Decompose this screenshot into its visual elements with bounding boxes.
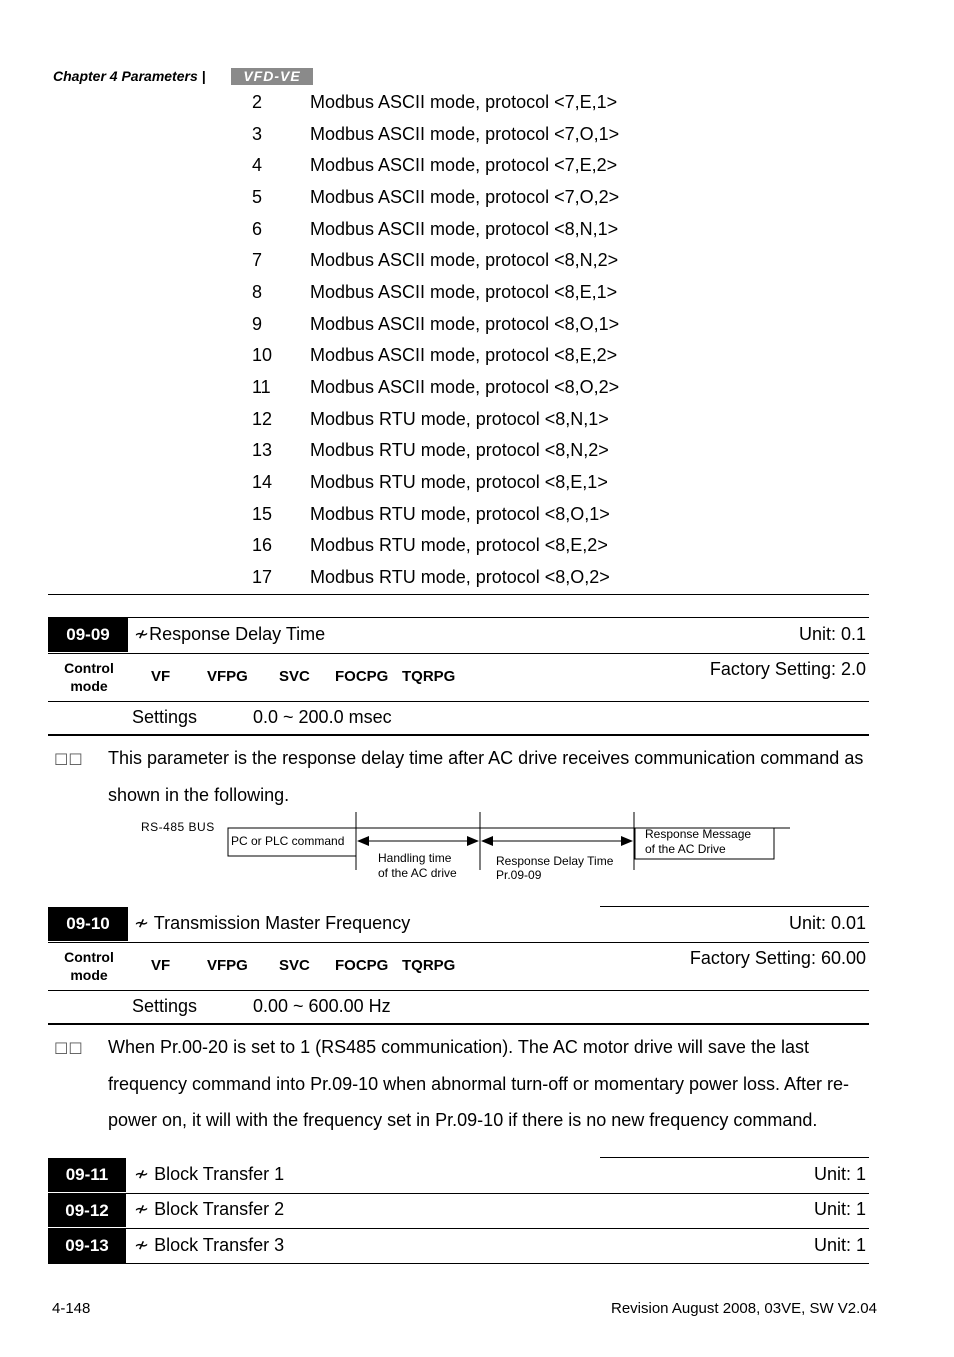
edit-icon: ≁ — [134, 1235, 150, 1255]
mode-focpg: FOCPG — [335, 668, 389, 685]
divider — [48, 1263, 869, 1264]
edit-icon: ≁ — [134, 1164, 150, 1184]
mode-tqrpg: TQRPG — [402, 668, 456, 685]
param-unit-09-09: Unit: 0.1 — [798, 624, 866, 644]
revision-text: Revision August 2008, 03VE, SW V2.04 — [611, 1300, 877, 1317]
settings-label: Settings — [132, 996, 198, 1016]
mode-tqrpg: TQRPG — [402, 957, 456, 974]
divider — [48, 1023, 869, 1025]
book-icon: ☐☐ — [54, 752, 83, 769]
divider — [48, 942, 869, 943]
divider — [48, 653, 869, 654]
param-title-09-12: ≁ Block Transfer 2 — [134, 1199, 285, 1219]
mode-focpg: FOCPG — [335, 957, 389, 974]
divider — [600, 1157, 869, 1158]
factory-setting-09-09: Factory Setting: 2.0 — [709, 659, 866, 679]
param-unit-09-12: Unit: 1 — [813, 1199, 866, 1219]
page-number: 4-148 — [52, 1300, 91, 1317]
divider — [48, 1228, 869, 1229]
divider — [48, 1193, 869, 1194]
note-09-09: This parameter is the response delay time after AC drive receives communication command as shown in the following. — [108, 748, 864, 805]
arrow-head — [467, 836, 479, 846]
arrow-head — [481, 836, 493, 846]
mode-svc: SVC — [279, 957, 310, 974]
divider — [48, 701, 869, 702]
edit-icon: ≁ — [134, 1199, 150, 1219]
pc-command-label: PC or PLC command — [231, 834, 345, 848]
note-09-10: When Pr.00-20 is set to 1 (RS485 communication). The AC motor drive will save the last frequency command into Pr.09-10 when abnormal turn-off or momentary power loss. After re-power on, it will with the frequency set in Pr.09-10 if there is no new frequency command. — [108, 1037, 850, 1130]
param-unit-09-11: Unit: 1 — [813, 1164, 866, 1184]
param-id-09-10: 09-10 — [48, 907, 128, 941]
settings-value-09-09: 0.0 ~ 200.0 msec — [253, 707, 392, 727]
edit-icon: ≁ — [134, 913, 150, 933]
param-unit-09-10: Unit: 0.01 — [788, 913, 866, 933]
control-mode-label: Control mode — [64, 949, 114, 983]
response-message-label: Response Message of the AC Drive — [645, 827, 752, 856]
param-id-09-11: 09-11 — [48, 1158, 126, 1192]
chapter-header: Chapter 4 Parameters | — [53, 68, 206, 84]
arrow-head — [621, 836, 633, 846]
factory-setting-09-10: Factory Setting: 60.00 — [689, 948, 866, 968]
control-mode-label: Control mode — [64, 660, 114, 694]
divider — [48, 990, 869, 991]
param-title-09-11: ≁ Block Transfer 1 — [134, 1164, 285, 1184]
param-unit-09-13: Unit: 1 — [813, 1235, 866, 1255]
bus-label: RS-485 BUS — [141, 820, 215, 834]
param-title-09-13: ≁ Block Transfer 3 — [134, 1235, 285, 1255]
mode-svc: SVC — [279, 668, 310, 685]
mode-vf: VF — [151, 668, 171, 685]
settings-value-09-10: 0.00 ~ 600.00 Hz — [253, 996, 391, 1016]
param-id-09-09: 09-09 — [48, 618, 128, 652]
divider — [48, 734, 869, 736]
divider — [48, 617, 869, 618]
edit-icon: ≁ — [134, 624, 150, 644]
settings-label: Settings — [132, 707, 198, 727]
mode-vfpg: VFPG — [207, 668, 248, 685]
handling-time-label: Handling time of the AC drive — [378, 851, 457, 880]
mode-vfpg: VFPG — [207, 957, 248, 974]
delay-time-label: Response Delay Time Pr.09-09 — [496, 854, 614, 882]
mode-vf: VF — [151, 957, 171, 974]
arrow-head — [357, 836, 369, 846]
param-id-09-13: 09-13 — [48, 1229, 126, 1263]
divider — [600, 906, 869, 907]
param-title-09-09: ≁Response Delay Time — [134, 624, 326, 644]
book-icon: ☐☐ — [54, 1041, 83, 1058]
param-id-09-12: 09-12 — [48, 1194, 126, 1227]
param-title-09-10: ≁ Transmission Master Frequency — [134, 913, 411, 933]
divider — [48, 594, 869, 595]
vfd-ve-logo: VFD-VE — [231, 68, 313, 85]
